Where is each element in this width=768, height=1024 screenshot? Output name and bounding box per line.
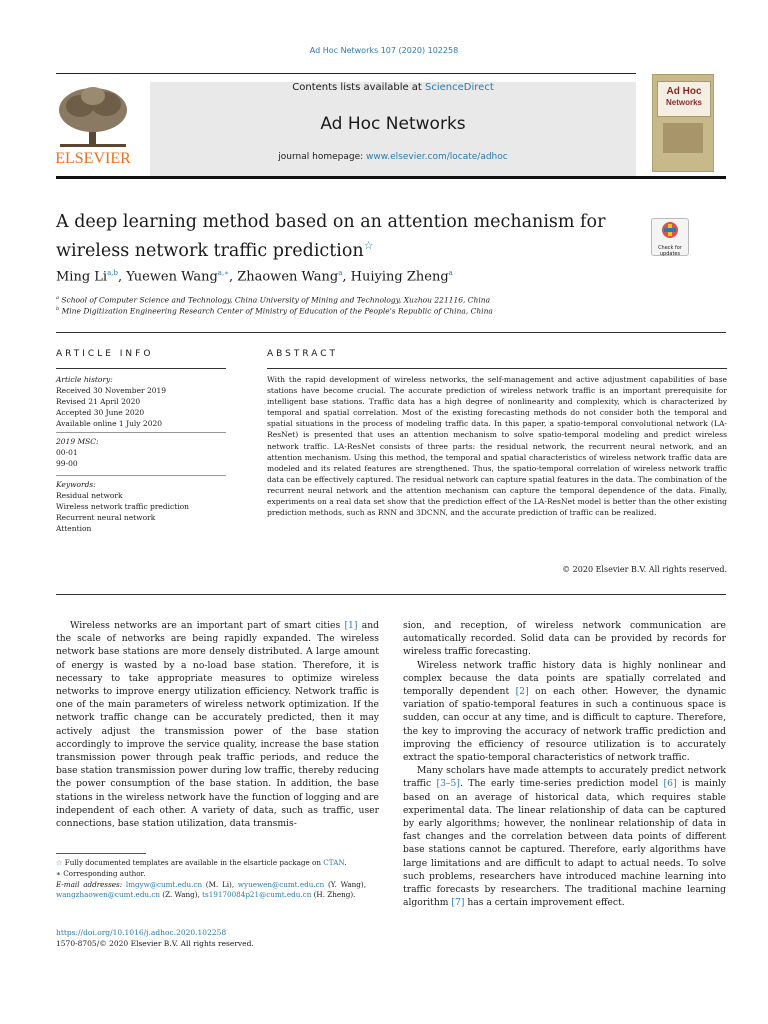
body-paragraph xyxy=(403,659,726,765)
reference-link-6[interactable]: [6] xyxy=(663,778,677,790)
check-for-updates-button[interactable] xyxy=(651,218,689,256)
abstract-heading: ABSTRACT xyxy=(267,349,339,359)
author-3: Zhaowen Wang xyxy=(237,269,339,285)
footnote-1-text: Fully documented templates are available in the elsarticle package on xyxy=(64,858,324,867)
reference-link-1[interactable]: [1] xyxy=(344,620,358,631)
keywords-rule xyxy=(56,475,226,476)
body-text: Many scholars have made attempts to accurately predict network traffic xyxy=(403,765,726,790)
header-top-rule xyxy=(56,73,636,74)
email-link-3[interactable]: wangzhaowen@cumt.edu.cn xyxy=(56,890,160,900)
revised-date: Revised 21 April 2020 xyxy=(56,397,141,406)
title-footnote-mark[interactable]: ☆ xyxy=(363,239,374,252)
header-bottom-rule xyxy=(56,176,726,179)
author-3-affiliation[interactable]: a xyxy=(338,269,343,277)
received-date: Received 30 November 2019 xyxy=(56,386,167,395)
cover-title-1: Ad Hoc xyxy=(666,86,702,97)
footnote-2-text: Corresponding author. xyxy=(63,868,146,878)
body-text: . The early time-series prediction model xyxy=(459,778,664,790)
msc-code-2: 99-00 xyxy=(56,459,78,468)
author-4: Huiying Zheng xyxy=(350,269,449,285)
crossmark-line-1: Check for xyxy=(658,245,682,251)
article-info-rule xyxy=(56,368,226,369)
reference-link-7[interactable]: [7] xyxy=(451,897,465,909)
email-link-2[interactable]: wyuewen@cumt.edu.cn xyxy=(237,879,325,889)
author-2: Yuewen Wang xyxy=(126,269,218,285)
email-owner-3: (Z. Wang), xyxy=(159,890,203,900)
keyword-3: Recurrent neural network xyxy=(56,513,156,522)
body-paragraph xyxy=(56,619,379,830)
reference-link-2[interactable]: [2] xyxy=(515,686,529,698)
email-owner-2: (Y. Wang), xyxy=(324,879,366,889)
affiliation-b-text: Mine Digitization Engineering Research Center of Ministry of Education of the People's Republic of China, China xyxy=(61,306,493,316)
journal-homepage xyxy=(150,152,636,162)
abstract-copyright: © 2020 Elsevier B.V. All rights reserved. xyxy=(562,565,727,574)
publisher-name: ELSEVIER xyxy=(55,150,131,167)
body-right-column xyxy=(403,619,726,909)
cover-title-2: Networks xyxy=(665,98,702,107)
online-date: Available online 1 July 2020 xyxy=(56,419,163,428)
doi-link[interactable]: https://doi.org/10.1016/j.adhoc.2020.102258 xyxy=(56,928,227,937)
footnote-1-mark: ☆ xyxy=(56,858,63,867)
email-owner-1: (M. Li), xyxy=(202,879,238,889)
author-separator: , xyxy=(117,269,127,285)
keyword-2: Wireless network traffic prediction xyxy=(56,502,190,511)
title-line-1: A deep learning method based on an attention mechanism for xyxy=(56,212,606,232)
cover-image xyxy=(663,123,703,153)
body-text: Wireless networks are an important part of smart cities xyxy=(70,620,345,631)
affiliation-rule xyxy=(56,332,726,333)
elsevier-logo xyxy=(52,82,134,168)
email-label: E-mail addresses: xyxy=(56,879,123,889)
ctan-link[interactable]: CTAN xyxy=(323,858,345,867)
body-text: on each other. However, the dynamic variation of spatio-temporal features in such a continuous space is sudden, can occur at any time, and is difficult to capture. Therefore, the key to improving the accuracy of network traffic prediction and improving the efficiency of resource utilization is to accurately extract the spatio-temporal characteristics of network traffic. xyxy=(403,686,726,764)
sciencedirect-link[interactable]: ScienceDirect xyxy=(425,82,494,93)
footnote-2-mark: ∗ xyxy=(56,868,61,878)
accepted-date: Accepted 30 June 2020 xyxy=(56,408,145,417)
email-owner-4: (H. Zheng). xyxy=(311,890,356,900)
contents-line xyxy=(150,82,636,93)
body-paragraph: sion, and reception, of wireless network communication are automatically recorded. Solid data can be provided by records for wireless traffic forecasting. xyxy=(403,620,726,658)
abstract-bottom-rule xyxy=(56,594,726,595)
msc-block xyxy=(56,436,99,469)
email-link-4[interactable]: ts19170084p21@cumt.edu.cn xyxy=(202,890,312,900)
msc-code-1: 00-01 xyxy=(56,448,78,457)
body-text: and the scale of networks are being rapidly expanded. The wireless network base stations are more densely distributed. A large amount of energy is wasted by a no-load base station. Therefore, it is necessary to take appropriate measures to optimize wireless networks to improve energy utilization efficiency. Network traffic is one of the main parameters of wireless network optimization. If the network traffic change can be accurately predicted, then it may actively adjust the transmission power of the base station accordingly to improve the service quality, increase the base station transmission power through peak traffic periods, and reduce the base station transmission power during low traffic, thereby reducing the power consumption of the base station. In addition, the base stations in the wireless network have the function of logging and are independent of each other. A variety of data, such as traffic, user connections, base station utilization, data transmis- xyxy=(56,620,380,830)
body-text: is mainly based on an average of historical data, which requires stable experimental data. The linear relationship of data can be captured by early algorithms; however, the nonlinear relationship of data in fast changes and the correlation between data points of different base stations cannot be captured. Therefore, early algorithms have large limitations and are difficult to adapt to actual needs. To solve such problems, researchers have introduced machine learning into traffic forecasts by researchers. The traditional machine learning algorithm xyxy=(403,778,727,909)
journal-cover[interactable] xyxy=(652,74,714,172)
crossmark-line-2: updates xyxy=(659,251,681,257)
crossmark-icon xyxy=(652,219,688,241)
body-text: Wireless network traffic history data is highly nonlinear and complex because the data points are spatially correlated and temporally dependent xyxy=(403,659,726,698)
homepage-prefix: journal homepage: xyxy=(278,152,367,162)
footnotes xyxy=(56,858,366,901)
affiliation-b xyxy=(56,306,493,316)
footnote-2 xyxy=(56,869,366,880)
footnote-1-end: . xyxy=(344,858,347,867)
msc-label: 2019 MSC: xyxy=(56,437,99,446)
author-1-affiliation[interactable]: a,b xyxy=(107,269,118,277)
cover-title-panel xyxy=(657,81,711,117)
author-separator: , xyxy=(228,269,238,285)
affiliation-a xyxy=(56,295,490,305)
author-1: Ming Li xyxy=(56,269,108,285)
reference-link-3-5[interactable]: [3–5] xyxy=(436,778,460,790)
affiliation-a-mark: a xyxy=(56,295,59,301)
footnote-1 xyxy=(56,858,366,869)
affiliation-a-text: School of Computer Science and Technology, China University of Mining and Technology, Xuzhou 221116, China xyxy=(61,295,491,305)
title-line-2: wireless network traffic prediction xyxy=(56,240,364,261)
doi-block xyxy=(56,927,254,949)
contents-prefix: Contents lists available at xyxy=(292,82,426,93)
body-paragraph xyxy=(403,764,726,909)
article-info-heading: ARTICLE INFO xyxy=(56,349,154,359)
email-footnote xyxy=(56,880,366,902)
homepage-link[interactable]: www.elsevier.com/locate/adhoc xyxy=(366,152,508,162)
paper-title xyxy=(56,211,616,263)
msc-rule xyxy=(56,432,226,433)
author-list xyxy=(56,269,453,284)
journal-citation[interactable]: Ad Hoc Networks 107 (2020) 102258 xyxy=(309,46,459,55)
issn-line: 1570-8705/© 2020 Elsevier B.V. All rights reserved. xyxy=(56,939,254,948)
body-text: has a certain improvement effect. xyxy=(464,897,625,909)
article-history xyxy=(56,374,166,429)
keyword-4: Attention xyxy=(56,524,92,533)
keyword-1: Residual network xyxy=(56,491,123,500)
email-link-1[interactable]: lmgyw@cumt.edu.cn xyxy=(125,879,203,889)
footnote-rule xyxy=(56,853,146,854)
keywords-label: Keywords: xyxy=(56,480,96,489)
author-4-affiliation[interactable]: a xyxy=(448,269,453,277)
author-separator: , xyxy=(342,269,351,285)
author-2-affiliation[interactable]: a,∗ xyxy=(217,269,229,277)
keywords-block xyxy=(56,479,189,534)
journal-name: Ad Hoc Networks xyxy=(320,114,466,134)
abstract-text: With the rapid development of wireless networks, the self-management and active adjustment capabilities of base stations have become crucial. The accurate prediction of wireless network traffic is an important prerequisite for intelligent base stations. Traffic data has a high degree of nonlinearity and complexity, which is characterized by temporal and spatial correlation. Most of the existing forecasting methods do not consider both the temporal and spatial situations in the process of modeling traffic data. In this paper, a spatio-temporal convolutional network (LA-ResNet) is presented that uses an attention mechanism to solve spatio-temporal modeling and predict wireless network traffic. LA-ResNet consists of three parts: the residual network, the recurrent neural network, and an attention mechanism. Using this method, the temporal and spatial characteristics of wireless network traffic data are modeled and its related features are strengthened. Thus, the spatio-temporal correlation of wireless network traffic data can be effectively captured. The residual network can capture spatial features in the data. The combination of the recurrent neural network and the attention mechanism can capture the temporal dependence of the data. Finally, experiments on a real data set show that the prediction effect of the LA-ResNet model is better than the other existing prediction methods, such as RNN and 3DCNN, and the accurate prediction of traffic can be realized. xyxy=(267,375,727,518)
body-left-column xyxy=(56,619,379,830)
history-label: Article history: xyxy=(56,375,113,384)
abstract-rule xyxy=(267,368,727,369)
affiliation-b-mark: b xyxy=(56,306,60,312)
